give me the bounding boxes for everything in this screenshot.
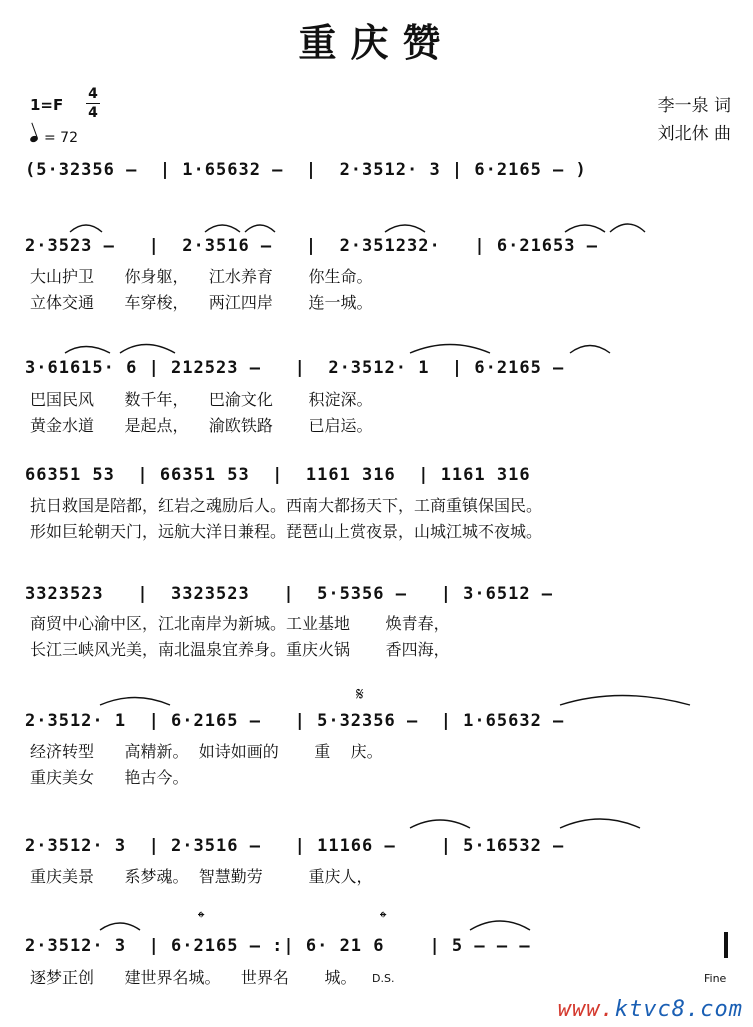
lyrics-system-4-verse-2: 长江三峡风光美，南北温泉宜养身。重庆火锅 香四海， [30,640,450,659]
slur [100,698,170,706]
fine-marking: Fine [704,972,727,985]
watermark-domain: ktvc8.com [614,997,743,1022]
lyrics-system-4-verse-1: 商贸中心渝中区，江北南岸为新城。工业基地 焕青春， [30,614,450,633]
lyrics-system-3-verse-2: 形如巨轮朝天门，远航大洋日兼程。琵琶山上赏夜景，山城江城不夜城。 [30,522,543,541]
watermark [558,997,743,1022]
lyrics-system-5-verse-2: 重庆美女 艳古今。 [30,768,189,787]
final-barline [724,932,728,958]
notes-system-3: 66351 53 | 66351 53 | 1161 316 | 1161 316 [25,465,531,485]
slur [565,225,605,232]
tempo-value: = 72 [44,130,78,146]
watermark-prefix: www. [557,997,615,1022]
slur [245,225,275,232]
notes-system-7: 2·3512· 3 | 6·2165 – :| 6· 21 6 | 5 – – – [25,936,531,956]
slur [410,820,470,828]
coda-icon: 𝄌 [198,908,205,929]
lyrics-system-3-verse-1: 抗日救国是陪都，红岩之魂励后人。西南大都扬天下，工商重镇保国民。 [30,496,543,515]
composer: 刘北休 曲 [657,124,731,144]
lyrics-system-7-verse-1: 逐梦正创 建世界名城。 世界名 城。 [30,968,357,987]
slur [570,346,610,354]
coda-icon-2: 𝄌 [380,908,387,929]
slur [65,347,110,354]
slur [410,345,490,354]
quarter-note-icon [29,135,39,143]
notes-system-4: 3323523 | 3323523 | 5·5356 – | 3·6512 – [25,584,554,604]
slur [560,696,690,706]
segno-icon: 𝄋 [356,684,364,705]
slur [560,819,640,828]
song-title: 重庆赞 [298,21,455,65]
lyrics-system-5-verse-1: 经济转型 高精新。 如诗如画的 重 庆。 [30,742,383,761]
time-signature-bottom: 4 [88,105,98,121]
notes-system-2: 3·61615· 6 | 212523 – | 2·3512· 1 | 6·2165 – [25,358,565,378]
slur [70,225,102,232]
tempo-marking [30,130,78,146]
slur [470,921,530,930]
lyricist: 李一泉 词 [657,96,731,116]
lyrics-system-1-verse-2: 立体交通 车穿梭， 两江四岸 连一城。 [30,293,373,312]
time-signature [86,86,100,121]
slur [610,224,645,232]
notes-system-6: 2·3512· 3 | 2·3516 – | 11166 – | 5·16532 – [25,836,565,856]
slur [120,345,175,354]
slur [100,923,140,930]
lyrics-system-6-verse-1: 重庆美景 系梦魂。 智慧勤劳 重庆人， [30,867,373,886]
lyrics-system-1-verse-1: 大山护卫 你身躯， 江水养育 你生命。 [30,267,373,286]
lyrics-system-2-verse-1: 巴国民风 数千年， 巴渝文化 积淀深。 [30,390,373,409]
ds-marking: D.S. [372,972,395,985]
intro-notes: (5·32356 – | 1·65632 – | 2·3512· 3 | 6·2165 – ) [25,160,587,180]
notes-system-1: 2·3523 – | 2·3516 – | 2·351232· | 6·21653 – [25,236,598,256]
slur [205,225,240,232]
key-signature: 1=F [30,96,64,114]
time-signature-top: 4 [88,86,98,102]
lyrics-system-2-verse-2: 黄金水道 是起点， 渝欧铁路 已启运。 [30,416,373,435]
credits [658,92,731,148]
notes-system-5: 2·3512· 1 | 6·2165 – | 5·32356 – | 1·65632 – [25,711,565,731]
slur [385,225,425,232]
